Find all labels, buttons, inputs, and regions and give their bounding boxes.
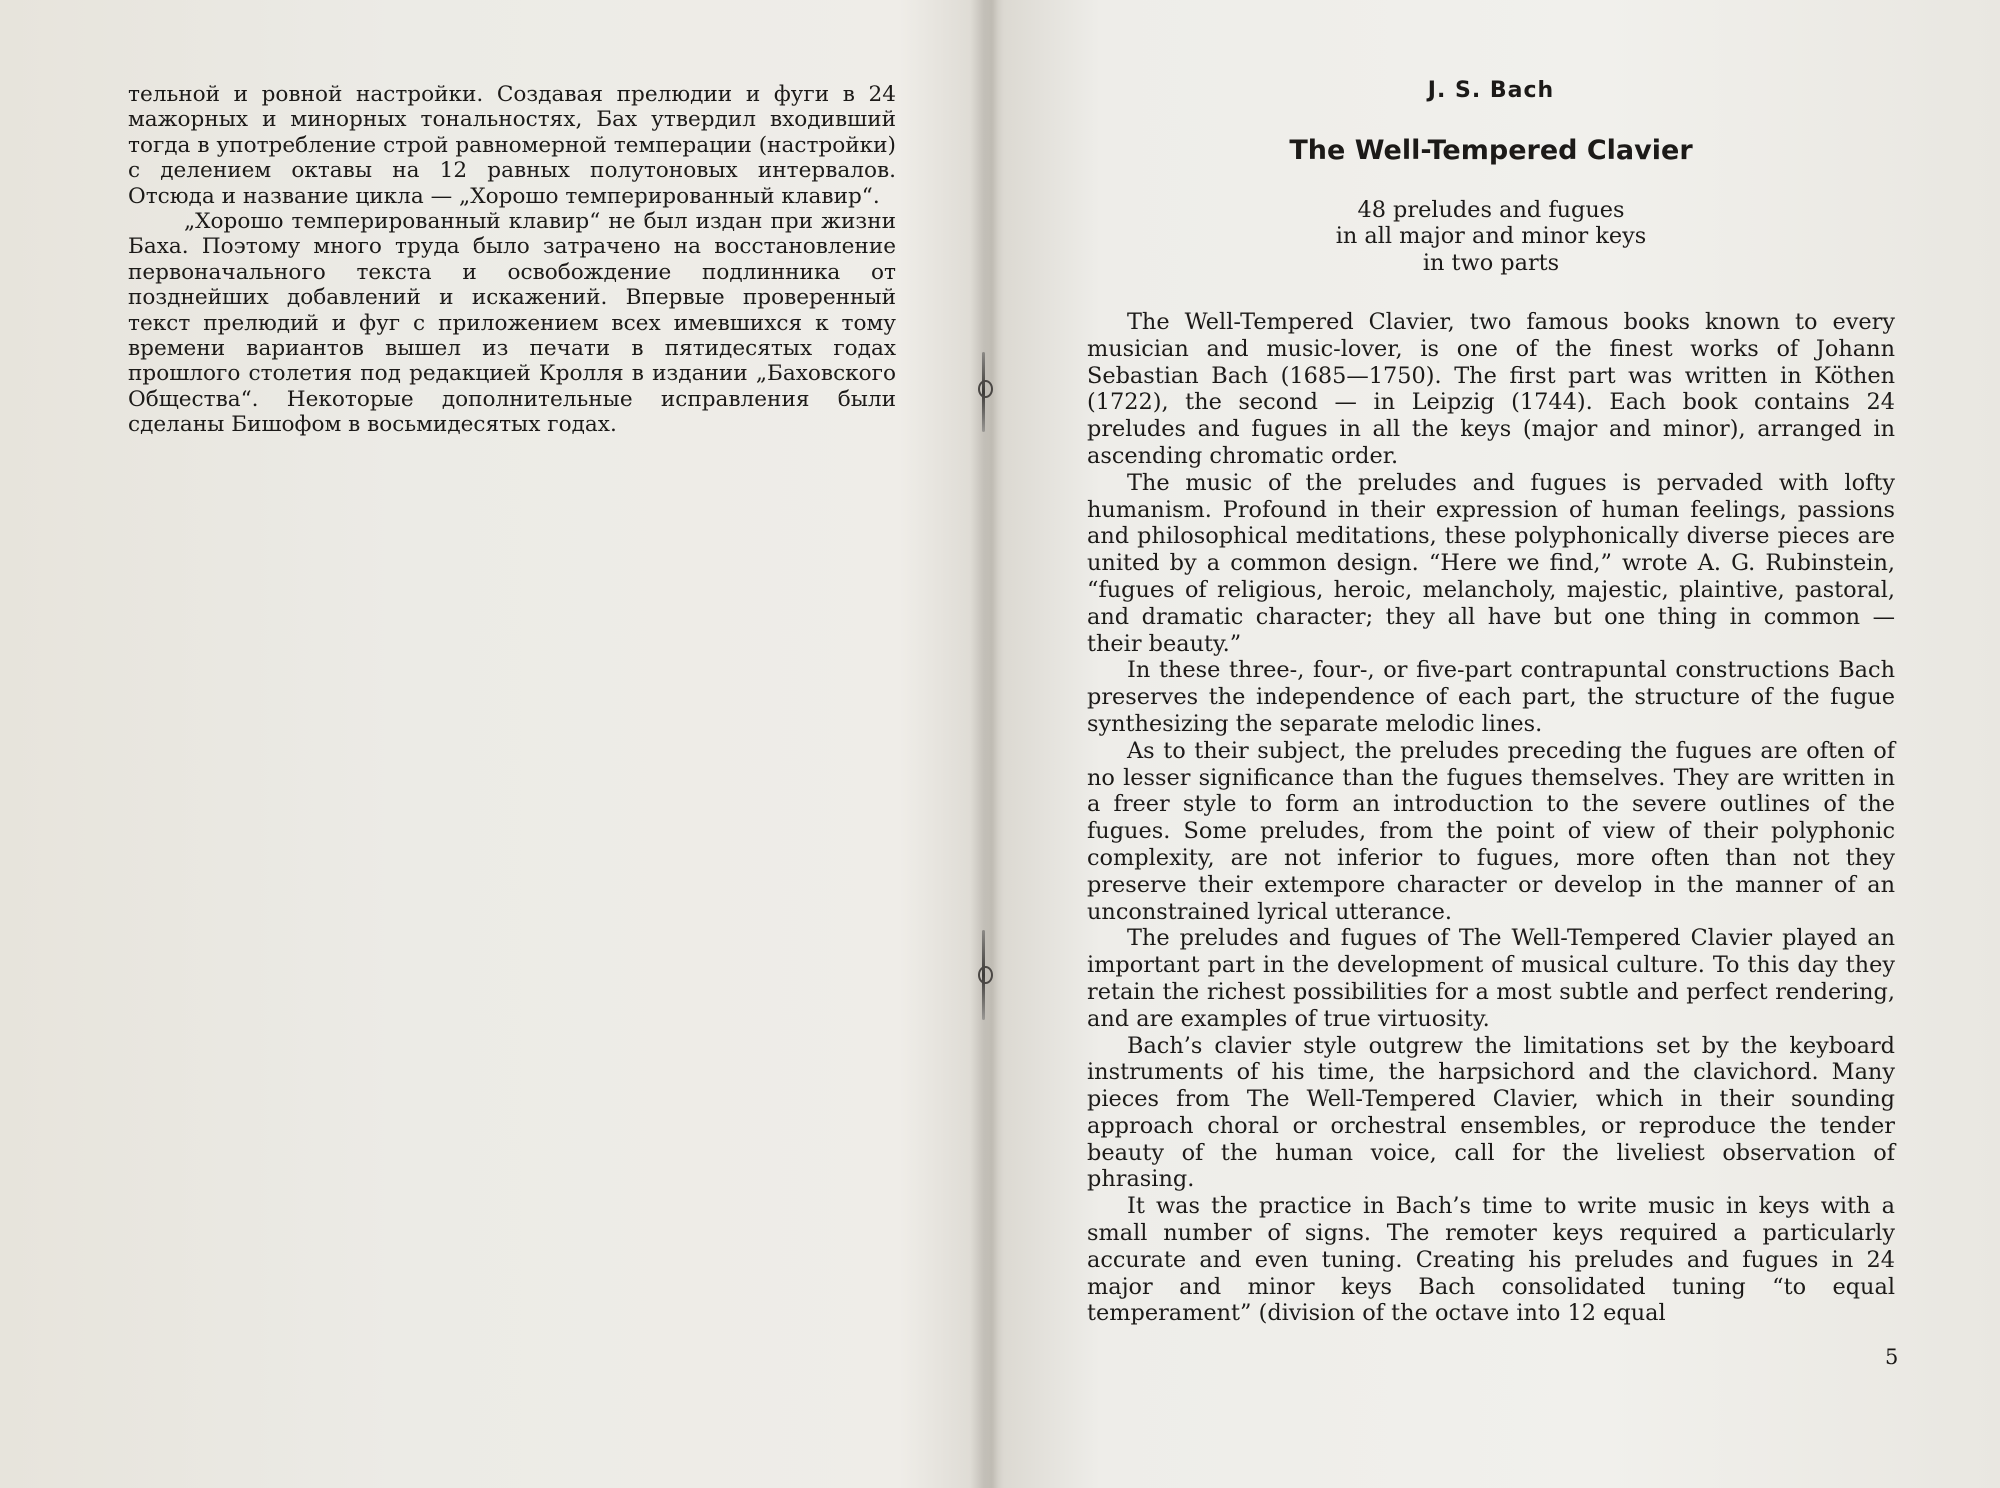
staple-bottom [978, 930, 990, 1020]
subtitle-line: in all major and minor keys [1335, 223, 1647, 250]
body-paragraph: Bach’s clavier style outgrew the limitations set by the keyboard instruments of his time, the harpsichord and the clavichord. Many pieces from The Well-Tempered Clavier, which in their sounding approach choral or orchestral ensembles, or reproduce the tender beauty of the human voice, call for the liveliest observation of phrasing. [1087, 1032, 1895, 1193]
body-paragraph: In these three-, four-, or five-part contrapuntal constructions Bach preserves the independence of each part, the structure of the fugue synthesizing the separate melodic lines. [1087, 657, 1895, 737]
author-heading: J. S. Bach [1427, 78, 1555, 103]
body-paragraph: It was the practice in Bach’s time to write music in keys with a small number of signs. The remoter keys required a particularly accurate and even tuning. Creating his preludes and fugues in 24 major and minor keys Bach consolidated tuning “to equal temperament” (division of the octave into 12 equal [1087, 1193, 1895, 1327]
right-page-text [1087, 78, 1895, 1327]
body-paragraph: As to their subject, the preludes preceding the fugues are often of no lesser significance than the fugues themselves. They are written in a freer style to form an introduction to the severe outlines of the fugues. Some preludes, from the point of view of their polyphonic complexity, are not inferior to fugues, more often than not they preserve their extempore character or develop in the manner of an unconstrained lyrical utterance. [1087, 737, 1895, 925]
body-paragraph: The preludes and fugues of The Well-Tempered Clavier played an important part in the development of musical culture. To this day they retain the richest possibilities for a most subtle and perfect rendering, and are examples of true virtuosity. [1087, 925, 1895, 1032]
page-title: The Well-Tempered Clavier [1289, 134, 1693, 166]
body-paragraph: The Well-Tempered Clavier, two famous books known to every musician and music-lover, is one of the finest works of Johann Sebastian Bach (1685—1750). The first part was written in Köthen (1722), the second — in Leipzig (1744). Each book contains 24 preludes and fugues in all the keys (major and minor), arranged in ascending chromatic order. [1087, 308, 1895, 469]
staple-top [978, 352, 990, 432]
left-page-text [128, 82, 896, 438]
page-number: 5 [1885, 1345, 1899, 1369]
body-paragraph: The music of the preludes and fugues is pervaded with lofty humanism. Profound in their expression of human feelings, passions and philosophical meditations, these polyphonically diverse pieces are united by a common design. “Here we find,” wrote A. G. Rubinstein, “fugues of religious, heroic, melancholy, majestic, plaintive, pastoral, and dramatic character; they all have but one thing in common — their beauty.” [1087, 469, 1895, 657]
left-paragraph: тельной и ровной настройки. Создавая прелюдии и фуги в 24 мажорных и минорных тональностях, Бах утвердил входивший тогда в употребление строй равномерной темперации (настройки) с делением октавы на 12 равных полутоновых интервалов. Отсюда и название цикла — „Хорошо темперированный клавир“. [128, 82, 896, 209]
subtitle-line: 48 preludes and fugues [1357, 196, 1625, 223]
left-paragraph: „Хорошо темперированный клавир“ не был издан при жизни Баха. Поэтому много труда было затрачено на восстановление первоначального текста и освобождение подлинника от позднейших добавлений и искажений. Впервые проверенный текст прелюдий и фуг с приложением всех имевшихся к тому времени вариантов вышел из печати в пятидесятых годах прошлого столетия под редакцией Кролля в издании „Баховского Общества“. Некоторые дополнительные исправления были сделаны Бишофом в восьмидесятых годах. [128, 209, 896, 438]
book-spine [970, 0, 998, 1488]
subtitle-line: in two parts [1422, 250, 1560, 277]
subtitle [1087, 197, 1895, 277]
